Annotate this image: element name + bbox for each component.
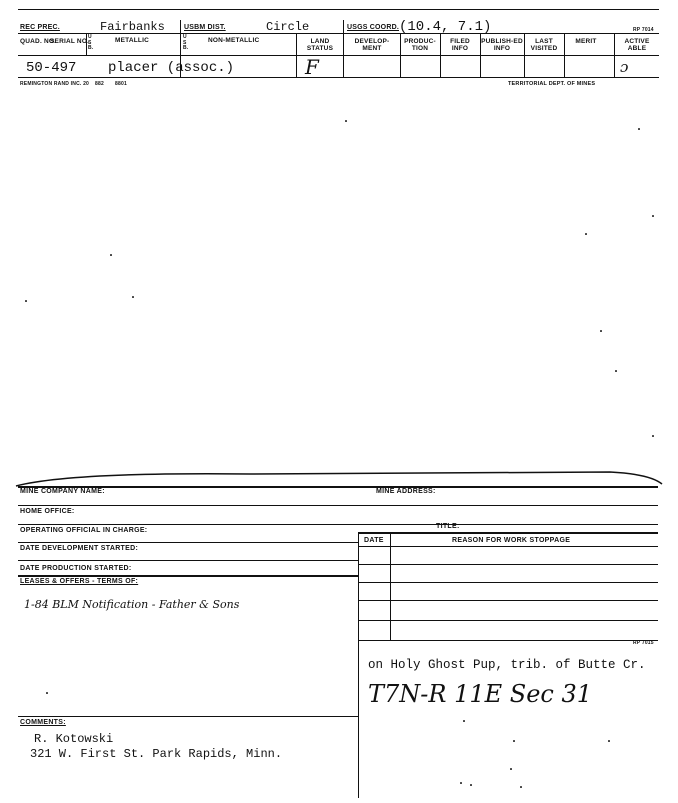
leases-handwritten-note: 1-84 BLM Notification - Father & Sons <box>24 598 240 611</box>
mine-address-label: MINE ADDRESS: <box>376 488 436 495</box>
home-office-label: HOME OFFICE: <box>20 508 75 515</box>
dev-started-rule <box>18 542 358 543</box>
title-label: TITLE: <box>436 523 460 530</box>
form-code-top: RP 7014 <box>633 27 654 33</box>
speck <box>638 128 640 130</box>
leases-rule <box>18 575 358 577</box>
comments-name: R. Kotowski <box>34 732 114 746</box>
leases-label: LEASES & OFFERS - TERMS OF: <box>20 578 139 585</box>
speck <box>600 330 602 332</box>
activeable-mark: ɔ <box>620 58 629 76</box>
stoppage-row-rule <box>358 582 658 583</box>
comments-rule <box>18 716 358 717</box>
printer-line: REMINGTON RAND INC. 20 <box>20 81 90 87</box>
speck <box>470 784 472 786</box>
speck <box>110 254 112 256</box>
prod-started-rule <box>18 560 358 561</box>
quad-serial-value: 50-497 <box>26 60 77 76</box>
date-column-divider <box>390 532 391 640</box>
speck <box>463 720 465 722</box>
speck <box>585 233 587 235</box>
col-divider <box>614 33 615 77</box>
usbm-dist-label: USBM DIST. <box>184 24 226 31</box>
col-divider <box>296 33 297 77</box>
speck <box>25 300 27 302</box>
home-office-rule <box>18 505 658 506</box>
land-status-header: LAND STATUS <box>306 38 334 52</box>
reason-column-header: REASON FOR WORK STOPPAGE <box>452 537 571 544</box>
stoppage-row-rule <box>358 564 658 565</box>
column-header-divider <box>18 55 659 56</box>
comments-label: COMMENTS: <box>20 719 66 726</box>
speck <box>510 768 512 770</box>
department-line: TERRITORIAL DEPT. OF MINES <box>508 81 596 87</box>
speck <box>46 692 48 694</box>
usgs-coord-label: USGS COORD. <box>347 24 399 31</box>
speck <box>345 120 347 122</box>
location-note: on Holy Ghost Pup, trib. of Butte Cr. <box>368 658 646 672</box>
metallic-header: METALLIC <box>115 37 149 44</box>
mine-company-name-label: MINE COMPANY NAME: <box>20 488 105 495</box>
township-handwritten-note: T7N-R 11E Sec 31 <box>368 680 593 708</box>
serial-no-header: SERIAL NO. <box>50 38 90 45</box>
stoppage-row-rule <box>358 600 658 601</box>
record-bottom-rule <box>18 77 659 78</box>
stoppage-row-rule <box>358 620 658 621</box>
date-development-label: DATE DEVELOPMENT STARTED: <box>20 545 139 552</box>
land-status-value: F <box>305 55 319 79</box>
published-info-header: PUBLISH-ED INFO <box>481 38 523 52</box>
stoppage-row-rule <box>358 546 658 547</box>
filed-info-header: FILED INFO <box>450 38 470 52</box>
stoppage-table-bottom <box>358 640 658 641</box>
mine-company-rule <box>18 486 658 488</box>
comments-address: 321 W. First St. Park Rapids, Minn. <box>30 747 283 761</box>
merit-header: MERIT <box>575 38 597 45</box>
non-metallic-header: NON-METALLIC <box>208 37 260 44</box>
date-production-label: DATE PRODUCTION STARTED: <box>20 565 132 572</box>
stoppage-table-top <box>358 532 658 534</box>
printer-code-2: 8801 <box>115 81 127 87</box>
form-code-bottom: RP 7015 <box>633 640 654 646</box>
production-header: PRODUC-TION <box>404 38 436 52</box>
quad-no-header: QUAD. NO. <box>20 38 57 45</box>
development-header: DEVELOP-MENT <box>354 38 390 52</box>
metallic-value: placer (assoc.) <box>108 60 235 76</box>
speck <box>460 782 462 784</box>
rec-prec-label: REC PREC. <box>20 24 60 31</box>
date-column-header: DATE <box>364 537 384 544</box>
usbm-marker-metallic: U S B. <box>88 34 94 51</box>
printer-code-1: 882 <box>95 81 104 87</box>
speck <box>652 215 654 217</box>
operating-official-label: OPERATING OFFICIAL IN CHARGE: <box>20 527 148 534</box>
top-rule <box>18 9 659 10</box>
usgs-coord-value: (10.4, 7.1) <box>399 19 492 35</box>
speck <box>652 435 654 437</box>
activeable-header: ACTIVE ABLE <box>624 38 650 52</box>
speck <box>132 296 134 298</box>
lower-center-divider <box>358 532 359 798</box>
rec-prec-value: Fairbanks <box>100 20 165 34</box>
usbm-dist-value: Circle <box>266 20 310 34</box>
speck <box>608 740 610 742</box>
speck <box>520 786 522 788</box>
col-divider <box>343 20 344 77</box>
col-divider <box>86 33 87 55</box>
operating-official-rule <box>18 524 658 525</box>
last-visited-header: LAST VISITED <box>530 38 558 52</box>
speck <box>513 740 515 742</box>
speck <box>615 370 617 372</box>
col-divider <box>564 33 565 77</box>
usbm-marker-nonmetallic: U S B. <box>183 34 189 51</box>
